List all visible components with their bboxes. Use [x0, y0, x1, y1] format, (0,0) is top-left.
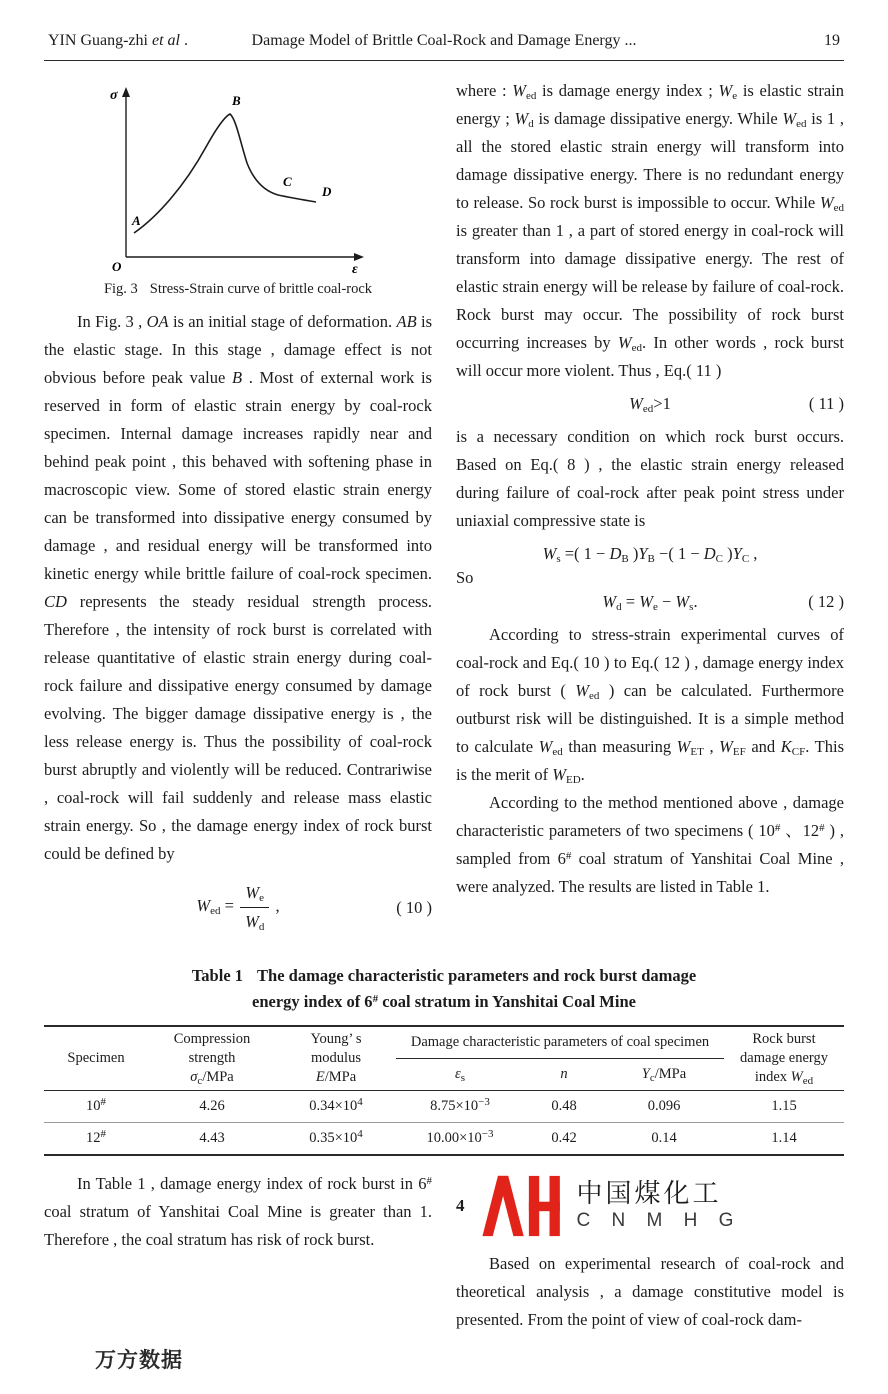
table-row	[44, 1091, 844, 1123]
cell-youngs: $0.34\times 10^4$	[276, 1091, 396, 1123]
right-paragraph-2: is a necessary condition on which rock burst occurs. Based on Eq.( 8 ) , the elastic strain energy released during failure of coal-rock after peak point stress under uniaxial compressive state is	[456, 427, 844, 530]
col-header-n: n	[560, 1066, 568, 1083]
section-number: 4	[456, 1196, 465, 1215]
sigma-axis-label: σ	[110, 88, 118, 103]
eq12-number: ( 12 )	[808, 592, 844, 611]
cell-n: 0.42	[551, 1130, 577, 1146]
eq10-number: ( 10 )	[396, 897, 432, 917]
col-header-rock-burst-index: Rock burst damage energy index $W_{ed}$	[740, 1031, 828, 1087]
right-column	[456, 77, 844, 941]
figure-caption	[44, 281, 432, 298]
figure-3	[44, 81, 432, 298]
bottom-left-paragraph: In Table 1 , damage energy index of rock burst in 6# coal stratum of Yanshitai Coal Mine is greater than 1. Therefore , the coal stratum has risk of rock burst.	[44, 1174, 432, 1249]
cell-youngs: $0.35\times 10^4$	[309, 1128, 363, 1146]
eq10-denominator: $W_d$	[245, 912, 265, 933]
table-label: Table 1	[191, 966, 244, 985]
epsilon-axis-label: ε	[352, 262, 358, 277]
eq10-fraction	[240, 880, 269, 935]
eq10-tail: ,	[275, 896, 280, 916]
cnmhg-logo-glyph-icon	[479, 1170, 565, 1242]
point-d-label: D	[322, 184, 332, 199]
cnmhg-logo-chinese: 中国煤化工	[576, 1178, 722, 1208]
table-title-line2: energy index of 6# coal stratum in Yanshitai Coal Mine	[252, 992, 636, 1011]
cell-specimen: 10#	[44, 1091, 148, 1123]
table-1-section	[0, 941, 888, 1156]
table-body	[44, 1091, 844, 1156]
table-head	[44, 1026, 844, 1091]
wanfang-data-watermark: 万方数据	[95, 1349, 183, 1372]
y-axis-arrow-icon	[122, 87, 130, 97]
col-header-specimen: Specimen	[67, 1050, 125, 1066]
col-header-epsilon-s: $\varepsilon_s$	[455, 1066, 465, 1085]
section-4-heading-row	[456, 1170, 844, 1242]
so-connector: So	[456, 568, 474, 587]
col-header-yc: $Y_c$/MPa	[641, 1066, 687, 1085]
bottom-columns	[0, 1156, 888, 1334]
col-header-damage-parameters-group: Damage characteristic parameters of coal specimen	[396, 1026, 724, 1059]
cnmhg-logo-text	[577, 1178, 742, 1234]
cell-yc: 0.096	[604, 1091, 724, 1123]
cell-index: 1.15	[724, 1091, 844, 1123]
eq12-body: $W_d = W_e - W_s$.	[602, 592, 698, 613]
left-paragraph-1: In Fig. 3 , OA is an initial stage of deformation. AB is the elastic stage. In this stage , damage effect is not obvious before peak value B . Most of external work is reserved in form of elastic strain energy by coal-rock specimen. Internal damage increases rapidly near and behind peak point , this behaved with softening phase in macroscopic view. Some of stored elastic strain energy can be transformed into dissipative energy consumed by damage , and residual energy will be transformed into kinetic energy while brittle failure of coal-rock specimen. CD represents the steady residual strength process. Therefore , the intensity of rock burst is correlated with release quantitative of elastic strain energy during coal-rock failure and dissipative energy consumed by damage evolving. The bigger damage dissipative energy is , the less release energy is. Thus the possibility of coal-rock burst abruptly and violently will be reduced. Contrariwise , coal-rock will fail suddenly and release mass elastic strain energy. So , the damage energy index of rock burst could be defined by	[44, 312, 433, 863]
running-title: Damage Model of Brittle Coal-Rock and Damage Energy ...	[251, 32, 637, 49]
right-paragraph-3: According to stress-strain experimental curves of coal-rock and Eq.( 10 ) to Eq.( 12 ) , damage energy index of rock burst ( $W_{ed}$ ) can be calculated. Furthermore outburst risk will be distinguished. It is a simple method to calculate $W_{ed}$ than measuring $W_{ET}$ , $W_{EF}$ and $K_{CF}$. This is the merit of $W_{ED}$.	[456, 625, 845, 786]
origin-label: O	[112, 259, 122, 274]
bottom-left-column	[44, 1170, 432, 1334]
eq10-numerator: $W_e$	[240, 880, 269, 908]
point-c-label: C	[283, 174, 292, 189]
eq10-lhs: $W_{ed}$ =	[196, 896, 234, 918]
cell-specimen: 12#	[86, 1128, 106, 1146]
cell-n: 0.48	[524, 1091, 604, 1123]
cell-index: 1.14	[771, 1130, 797, 1146]
cell-compression: 4.26	[148, 1091, 276, 1123]
equation-ws	[456, 541, 844, 567]
x-axis-arrow-icon	[354, 253, 364, 261]
point-b-label: B	[232, 93, 241, 108]
cell-epsilon-s: $8.75\times 10^{-3}$	[396, 1091, 524, 1123]
cnmhg-logo	[479, 1170, 742, 1242]
table-1	[44, 1025, 844, 1156]
cell-compression: 4.43	[199, 1130, 225, 1146]
table-title-line1	[44, 963, 844, 989]
cell-yc: 0.14	[651, 1130, 677, 1146]
cnmhg-logo-latin: C N M H G	[576, 1210, 742, 1231]
eq-ws-body: $W_s$ =( $1 - D_B$ )$Y_B$ −( $1 - D_C$ )$Y_C$ ,	[542, 544, 758, 565]
eq11-number: ( 11 )	[808, 394, 844, 413]
table-title-text: The damage characteristic parameters and rock burst damage	[257, 966, 697, 985]
eq11-body: $W_{ed}>1$	[629, 394, 671, 415]
right-paragraph-4: According to the method mentioned above , damage characteristic parameters of two specimens ( 10# 、12# ) , sampled from 6# coal stratum of Yanshitai Coal Mine , were analyzed. The results are listed in Table 1.	[456, 793, 844, 896]
right-paragraph-1: where : $W_{ed}$ is damage energy index ; $W_e$ is elastic strain energy ; $W_d$ is damage dissipative energy. While $W_{ed}$ is 1 , all the stored elastic strain energy will transform into damage dissipative energy. There is no redundant energy to release. So rock burst is impossible to occur. While $W_{ed}$ is greater than 1 , a part of stored energy in coal-rock will transform into damage dissipative energy. The rest of elastic strain energy will be release by failure of coal-rock. Rock burst may occur. The possibility of rock burst occurring increases by $W_{ed}$. In other words , rock burst will occur more violent. Thus , Eq.( 11 )	[456, 81, 845, 380]
point-a-label: A	[132, 213, 141, 228]
figure-caption-label: Fig. 3	[103, 281, 138, 297]
page-number: 19	[824, 32, 840, 49]
figure-caption-text: Stress-Strain curve of brittle coal-rock	[149, 281, 373, 297]
left-column	[44, 77, 432, 941]
cell-epsilon-s: $10.00\times 10^{-3}$	[426, 1128, 494, 1146]
col-header-youngs-modulus: Young’ s modulus E/MPa	[310, 1031, 362, 1085]
equation-10	[44, 880, 432, 935]
bottom-right-paragraph: Based on experimental research of coal-rock and theoretical analysis , a damage constitutive model is presented. From the point of view of coal-rock dam-	[456, 1254, 844, 1329]
running-head	[0, 0, 888, 60]
stress-strain-plot	[102, 81, 374, 279]
equation-11	[456, 391, 844, 417]
main-columns	[0, 61, 888, 941]
bottom-right-column	[456, 1170, 844, 1334]
running-author: YIN Guang-zhi et al .	[48, 32, 188, 49]
table-row	[44, 1123, 844, 1156]
col-header-compression-strength: Compression strength $\sigma_c$/MPa	[173, 1031, 251, 1087]
equation-12	[456, 589, 844, 615]
